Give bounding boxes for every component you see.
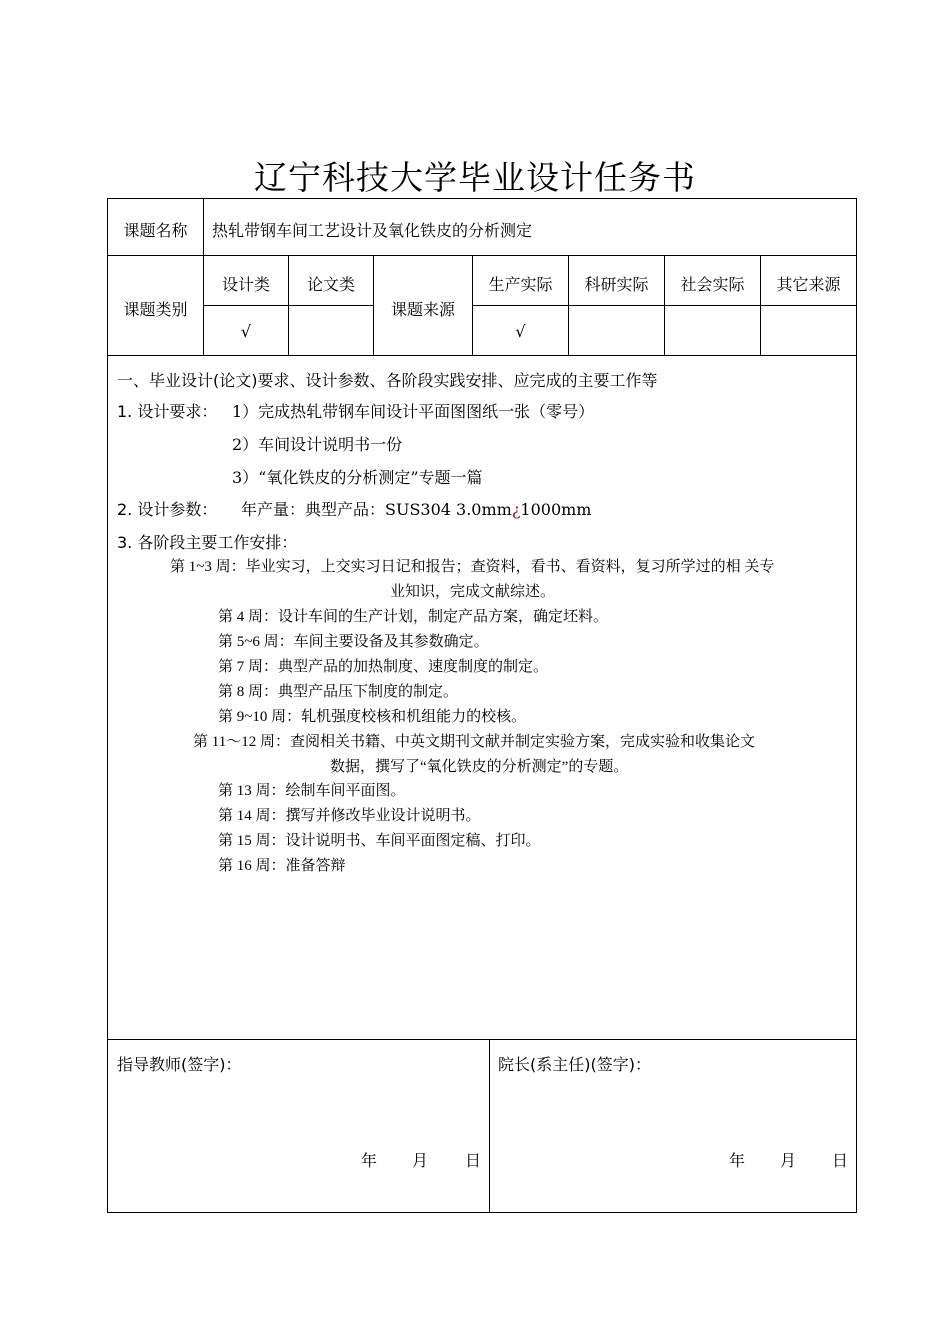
source-header: 其它来源 [776,275,841,294]
table-border-right [856,198,857,1213]
table-divider [107,1039,857,1040]
schedule-line: 第 8 周：典型产品压下制度的制定。 [218,684,459,700]
category-type-header: 论文类 [306,275,355,294]
schedule-line: 第 16 周：准备答辩 [218,858,346,874]
dean-date-month: 月 [780,1151,797,1170]
schedule-line: 第 14 周：撰写并修改毕业设计说明书。 [218,808,481,824]
dean-signature-label: 院长(系主任)(签字)： [498,1055,651,1074]
parameters-text: 年产量：典型产品：SUS304 3.0mm [241,500,512,519]
advisor-signature-label: 指导教师(签字)： [117,1055,242,1074]
source-label: 课题来源 [390,300,455,319]
table-border-left [107,198,108,1213]
category-label: 课题类别 [123,300,188,319]
table-border-top [107,198,857,199]
requirement-item: 3）“氧化铁皮的分析测定”专题一篇 [232,468,483,487]
schedule-line: 第 7 周：典型产品的加热制度、速度制度的制定。 [218,659,549,675]
design-parameters-label: 2. 设计参数： [117,500,218,519]
parameters-width: 1000mm [520,500,592,519]
parameters-mark: ¿ [511,500,521,519]
advisor-date-month: 月 [412,1151,429,1170]
dean-date-year: 年 [729,1151,746,1170]
advisor-date-day: 日 [465,1151,482,1170]
design-parameters-value [241,497,591,520]
page-title: 辽宁科技大学毕业设计任务书 [254,158,696,197]
topic-value: 热轧带钢车间工艺设计及氧化铁皮的分析测定 [212,221,533,240]
schedule-line: 第 1~3 周：毕业实习，上交实习日记和报告；查资料，看书、看资料，复习所学过的相 关专 [170,559,775,575]
dean-date-day: 日 [832,1151,849,1170]
design-requirements-label: 1. 设计要求： [117,402,218,421]
advisor-date-year: 年 [361,1151,378,1170]
schedule-line: 第 5~6 周：车间主要设备及其参数确定。 [218,634,489,650]
schedule-line: 第 4 周：设计车间的生产计划，制定产品方案，确定坯料。 [218,609,609,625]
table-divider [760,255,761,356]
category-type-header: 设计类 [221,275,270,294]
source-header: 生产实际 [488,275,553,294]
requirement-item: 2）车间设计说明书一份 [232,435,403,454]
source-header: 社会实际 [680,275,745,294]
requirement-item: 1）完成热轧带钢车间设计平面图图纸一张（零号） [232,402,595,421]
schedule-line: 第 9~10 周：轧机强度校核和机组能力的校核。 [218,709,527,725]
stage-schedule-label: 3. 各阶段主要工作安排： [117,533,298,552]
source-mark: √ [515,322,526,341]
schedule-line: 数据，撰写了“氧化铁皮的分析测定”的专题。 [330,759,629,775]
table-divider [664,255,665,356]
requirements-heading: 一、毕业设计(论文)要求、设计参数、各阶段实践安排、应完成的主要工作等 [117,371,658,390]
table-divider [568,255,569,356]
table-divider [107,355,857,356]
schedule-line: 第 15 周：设计说明书、车间平面图定稿、打印。 [218,833,541,849]
table-divider [107,255,857,256]
topic-label: 课题名称 [123,221,188,240]
schedule-line: 第 13 周：绘制车间平面图。 [218,783,406,799]
category-type-mark: √ [240,322,252,341]
source-header: 科研实际 [584,275,649,294]
table-divider [489,1039,490,1213]
table-border-bottom [107,1212,857,1213]
table-divider [288,255,289,356]
schedule-line: 业知识，完成文献综述。 [390,584,556,600]
schedule-line: 第 11～12 周：查阅相关书籍、中英文期刊文献并制定实验方案，完成实验和收集论文 [193,734,755,750]
